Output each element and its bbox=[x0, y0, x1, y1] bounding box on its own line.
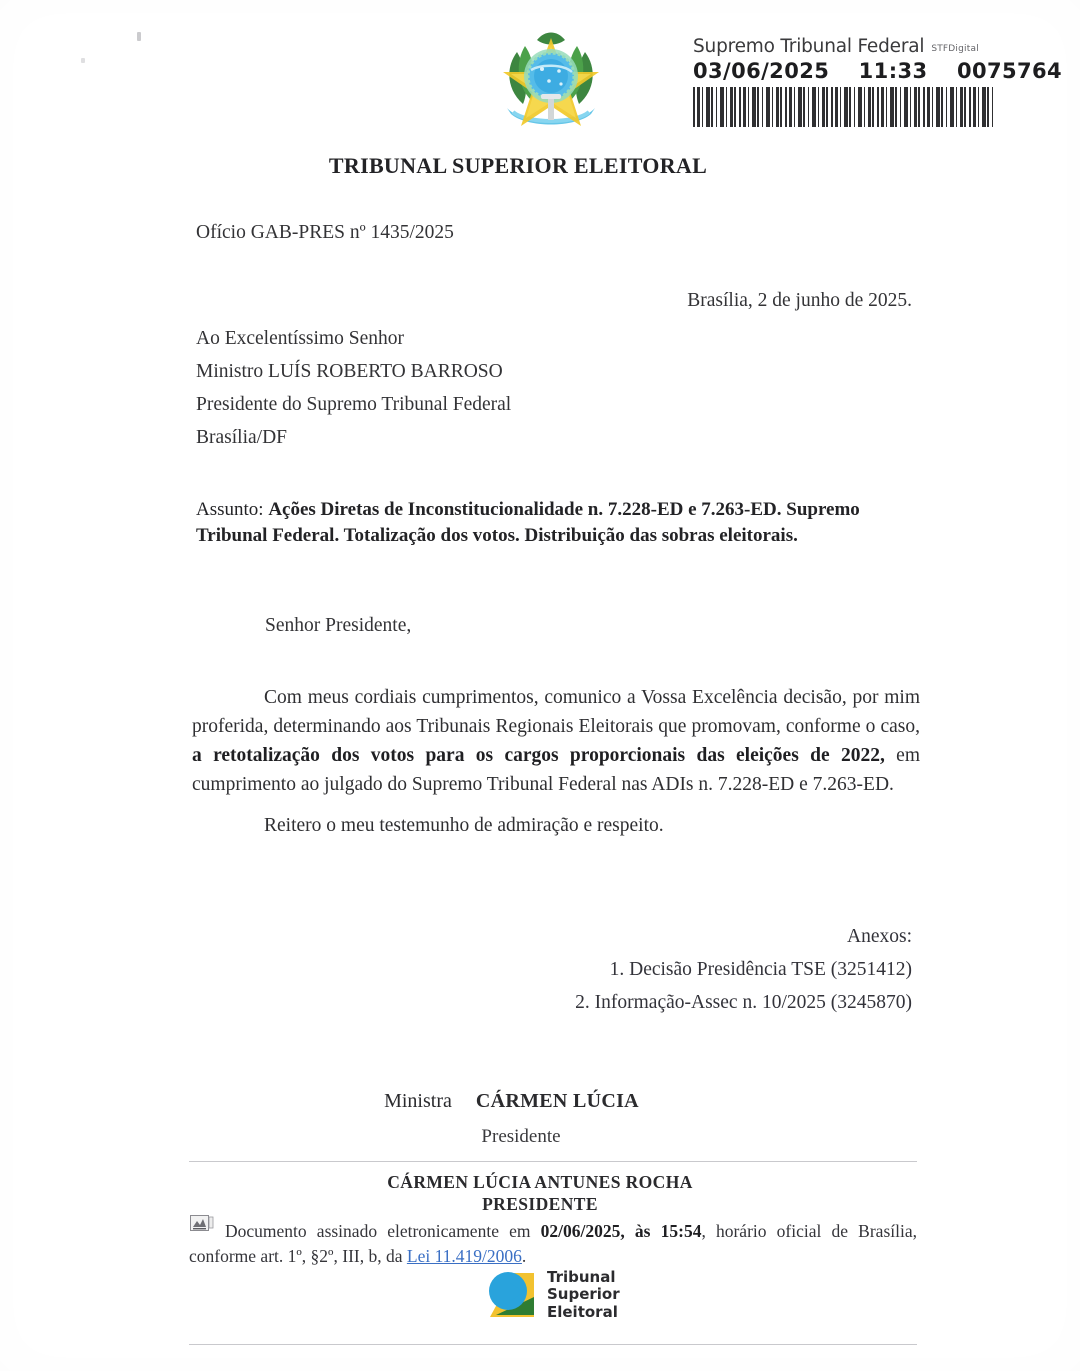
annex-block bbox=[575, 920, 912, 1019]
stamp-system-name: STFDigital bbox=[931, 44, 979, 54]
signature-name-line bbox=[0, 1090, 1080, 1113]
body-paragraph bbox=[192, 683, 920, 799]
footer-separator bbox=[189, 1344, 917, 1345]
stamp-protocol: 0075764 bbox=[956, 59, 1063, 83]
esignature-note-part-2: , horário oficial de Brasília, conforme art. 1º, §2º, III, b, da bbox=[189, 1221, 917, 1266]
esignature-datetime: 02/06/2025, às 15:54 bbox=[540, 1221, 702, 1241]
barcode-icon bbox=[693, 87, 993, 127]
esignature-role: PRESIDENTE bbox=[482, 1194, 598, 1214]
stamp-time: 11:33 bbox=[858, 59, 928, 83]
signature-role: Presidente bbox=[481, 1126, 561, 1147]
esignature-note-part-1: Documento assinado eletronicamente em bbox=[225, 1221, 541, 1241]
stamp-court-line bbox=[693, 36, 995, 57]
tse-logo-line-2: Superior bbox=[547, 1285, 620, 1304]
stamp-datetime-line bbox=[693, 59, 1063, 83]
greeting: Senhor Presidente, bbox=[265, 615, 412, 636]
stamp-date: 03/06/2025 bbox=[693, 59, 830, 83]
tse-logo-line-1: Tribunal bbox=[547, 1267, 616, 1286]
annex-label: Anexos: bbox=[847, 926, 912, 947]
signature-role-line bbox=[0, 1126, 1080, 1148]
body-text-part-2: em cumprimento ao julgado do Supremo Tribunal Federal nas ADIs n. 7.228-ED e 7.263-ED. bbox=[192, 745, 920, 795]
esignature-name: CÁRMEN LÚCIA ANTUNES ROCHA bbox=[387, 1172, 693, 1192]
oficio-number: Ofício GAB-PRES nº 1435/2025 bbox=[196, 222, 454, 243]
page-title-text: TRIBUNAL SUPERIOR ELEITORAL bbox=[328, 153, 708, 178]
city-date: Brasília, 2 de junho de 2025. bbox=[687, 290, 912, 311]
annex-item: 2. Informação-Assec n. 10/2025 (3245870) bbox=[575, 992, 912, 1013]
tse-logo-icon bbox=[484, 1267, 540, 1323]
signature-prefix: Ministra bbox=[384, 1090, 457, 1112]
page-title bbox=[0, 153, 1080, 179]
subject-block bbox=[196, 497, 920, 549]
brazil-coat-of-arms-icon bbox=[497, 24, 605, 140]
esignature-note-end: . bbox=[521, 1246, 527, 1266]
tse-logo-line-3: Eleitoral bbox=[547, 1302, 618, 1321]
addressee-line-2: Ministro LUÍS ROBERTO BARROSO bbox=[196, 361, 503, 382]
tse-logo bbox=[484, 1264, 624, 1326]
scan-artifact bbox=[137, 32, 141, 41]
tse-logo-text bbox=[547, 1269, 620, 1322]
annex-item: 1. Decisão Presidência TSE (3251412) bbox=[609, 959, 912, 980]
subject-text: Ações Diretas de Inconstitucionalidade n. 7.228-ED e 7.263-ED. Supremo Tribunal Federal. Totalização dos votos. Distribuição das sobras eleitorais. bbox=[196, 499, 860, 546]
signature-separator bbox=[189, 1161, 917, 1162]
addressee-line-1: Ao Excelentíssimo Senhor bbox=[196, 328, 404, 349]
scan-artifact bbox=[81, 58, 85, 63]
stamp-court-name: Supremo Tribunal Federal bbox=[693, 36, 925, 57]
addressee-line-4: Brasília/DF bbox=[196, 427, 287, 448]
subject-label: Assunto: bbox=[196, 499, 269, 520]
stf-digital-stamp bbox=[693, 36, 1063, 127]
addressee-block bbox=[196, 322, 511, 454]
lei-11419-link[interactable]: Lei 11.419/2006 bbox=[406, 1246, 522, 1266]
signature-name: CÁRMEN LÚCIA bbox=[475, 1090, 639, 1112]
esignature-note bbox=[189, 1219, 917, 1269]
addressee-line-3: Presidente do Supremo Tribunal Federal bbox=[196, 394, 512, 415]
body-text-emphasis: a retotalização dos votos para os cargos proporcionais das eleições de 2022, bbox=[192, 745, 885, 766]
closing-paragraph: Reitero o meu testemunho de admiração e respeito. bbox=[264, 815, 664, 836]
body-text-part-1: Com meus cordiais cumprimentos, comunico a Vossa Excelência decisão, por mim proferida, determinando aos Tribunais Regionais Eleitorais que promovam, conforme o caso, bbox=[192, 687, 920, 737]
